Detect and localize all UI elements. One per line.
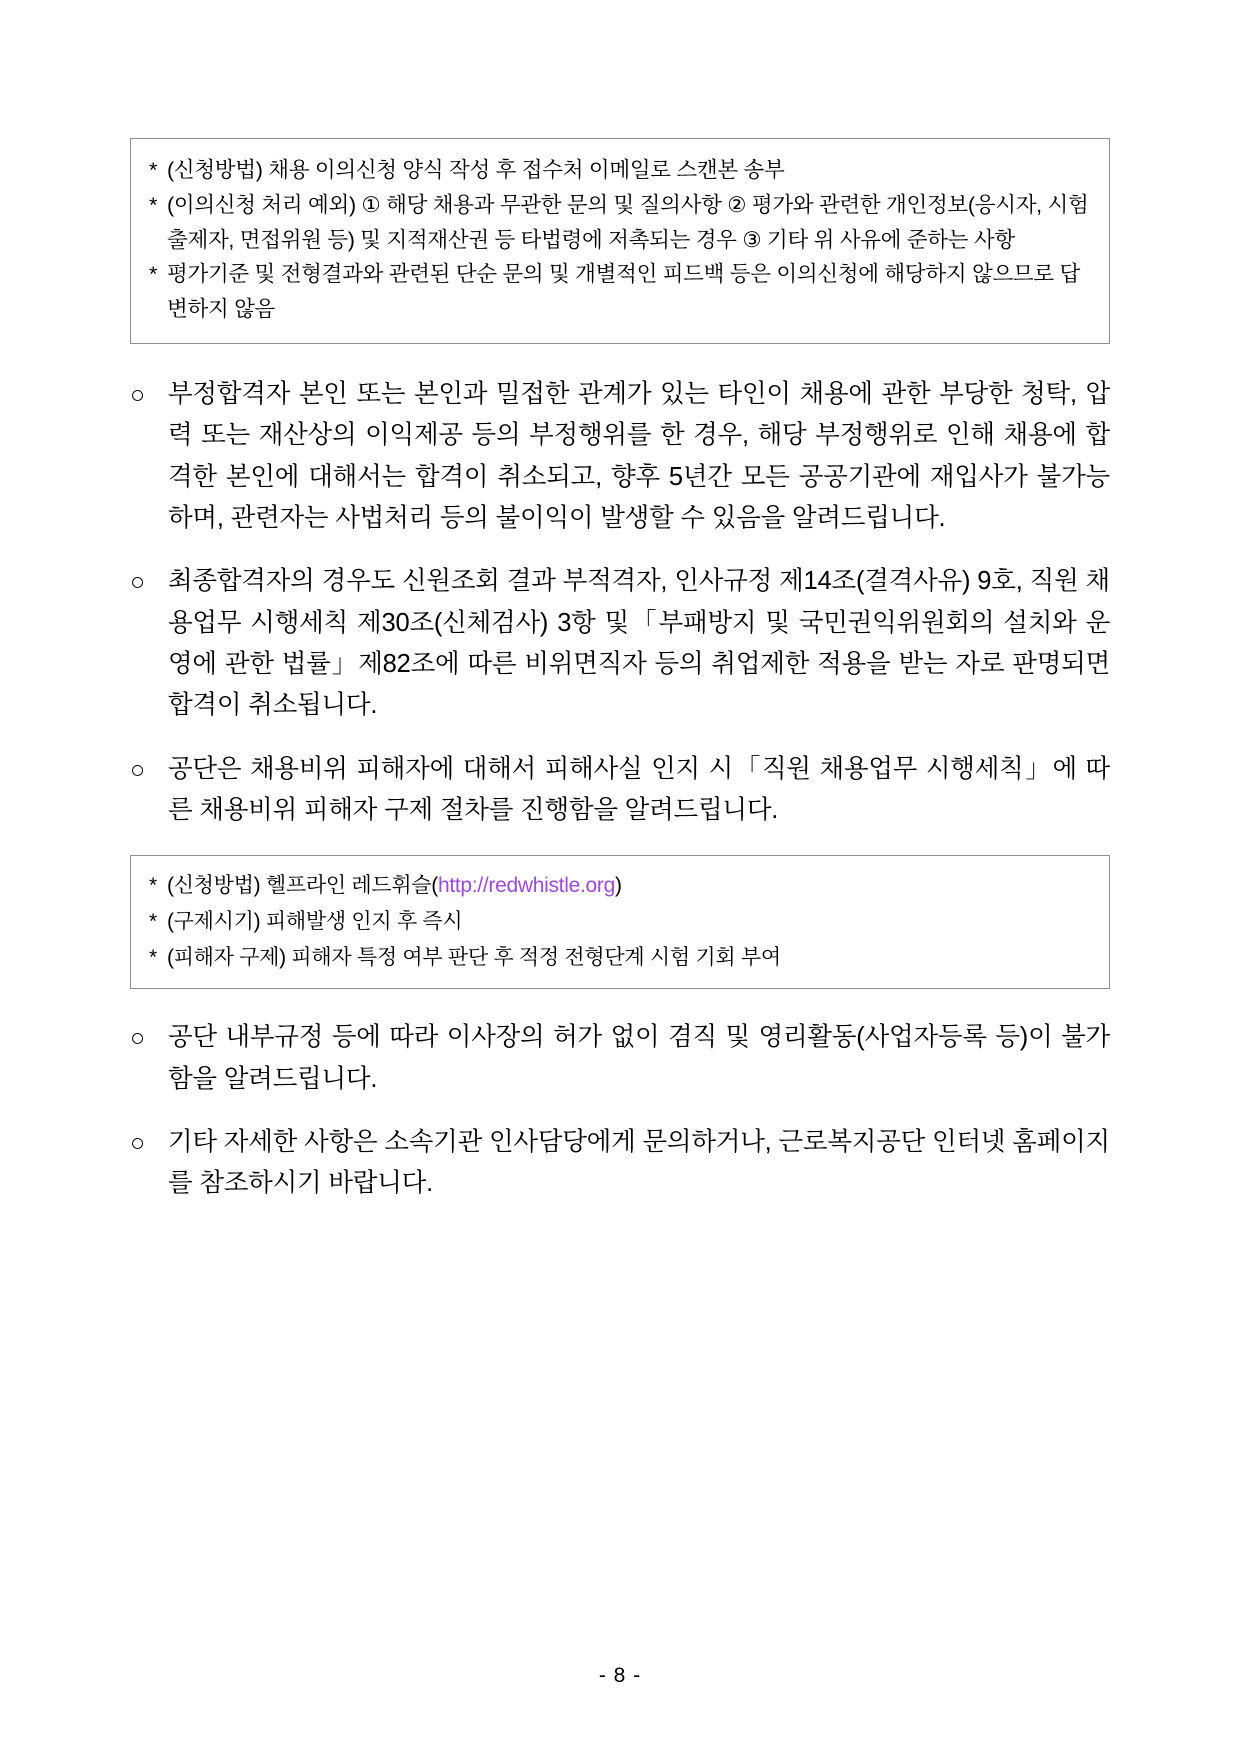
asterisk-marker: * [149, 910, 157, 934]
note-line [149, 153, 1091, 188]
note-line [149, 868, 1091, 904]
list-item [130, 749, 1110, 832]
note-line [149, 188, 1091, 258]
note-box-appeal-method [130, 138, 1110, 344]
list-item-text: 공단 내부규정 등에 따라 이사장의 허가 없이 겸직 및 영리활동(사업자등록 등)이 불가함을 알려드립니다. [168, 1023, 1110, 1093]
list-item [130, 1017, 1110, 1100]
circle-bullet-icon: ○ [130, 381, 146, 410]
note-line-text: (구제시기) 피해발생 인지 후 즉시 [167, 910, 463, 934]
note-line-text: 평가기준 및 전형결과와 관련된 단순 문의 및 개별적인 피드백 등은 이의신청에 해당하지 않으므로 답변하지 않음 [167, 262, 1080, 322]
list-item-text: 부정합격자 본인 또는 본인과 밀접한 관계가 있는 타인이 채용에 관한 부당한 청탁, 압력 또는 재산상의 이익제공 등의 부정행위를 한 경우, 해당 부정행위로 인해 채용에 합격한 본인에 대해서는 합격이 취소되고, 향후 5년간 모든 공공기관에 재입사가 불가능하며, 관련자는 사법처리 등의 불이익이 발생할 수 있음을 알려드립니다. [168, 380, 1110, 533]
list-item-text: 기타 자세한 사항은 소속기관 인사담당에게 문의하거나, 근로복지공단 인터넷 홈페이지를 참조하시기 바랍니다. [168, 1128, 1110, 1198]
asterisk-marker: * [149, 192, 158, 217]
asterisk-marker: * [149, 874, 157, 898]
list-item-text: 최종합격자의 경우도 신원조회 결과 부적격자, 인사규정 제14조(결격사유) 9호, 직원 채용업무 시행세칙 제30조(신체검사) 3항 및「부패방지 및 국민권익위원회의 설치와 운영에 관한 법률」제82조에 따른 비위면직자 등의 취업제한 적용을 받는 자로 판명되면 합격이 취소됩니다. [168, 567, 1110, 720]
list-item-text: 공단은 채용비위 피해자에 대해서 피해사실 인지 시「직원 채용업무 시행세칙」에 따른 채용비위 피해자 구제 절차를 진행함을 알려드립니다. [168, 754, 1110, 824]
page-number: - 8 - [598, 1664, 642, 1687]
note-box-victim-relief [130, 855, 1110, 989]
asterisk-marker: * [149, 946, 157, 970]
note-line [149, 257, 1091, 327]
circle-bullet-icon: ○ [130, 755, 146, 784]
note-text-before-link: (신청방법) 헬프라인 레드휘슬( [167, 874, 438, 898]
note-line [149, 904, 1091, 940]
redwhistle-link[interactable]: http://redwhistle.org [437, 874, 615, 898]
note-line-text [167, 868, 1091, 904]
list-item [130, 1122, 1110, 1205]
circle-bullet-icon: ○ [130, 1024, 146, 1053]
list-item [130, 561, 1110, 726]
note-line [149, 940, 1091, 976]
asterisk-marker: * [149, 158, 158, 182]
note-line-text: (피해자 구제) 피해자 특정 여부 판단 후 적정 전형단계 시험 기회 부여 [167, 946, 781, 970]
circle-bullet-icon: ○ [130, 1129, 146, 1158]
asterisk-marker: * [149, 262, 158, 287]
circle-bullet-icon: ○ [130, 568, 146, 597]
note-line-text: (신청방법) 채용 이의신청 양식 작성 후 접수처 이메일로 스캔본 송부 [167, 158, 785, 182]
list-item [130, 374, 1110, 539]
note-text-after-link: ) [614, 874, 622, 898]
note-line-text: (이의신청 처리 예외) ① 해당 채용과 무관한 문의 및 질의사항 ② 평가와 관련한 개인정보(응시자, 시험출제자, 면접위원 등) 및 지적재산권 등 타법령에 저촉되는 경우 ③ 기타 위 사유에 준하는 사항 [167, 192, 1089, 252]
